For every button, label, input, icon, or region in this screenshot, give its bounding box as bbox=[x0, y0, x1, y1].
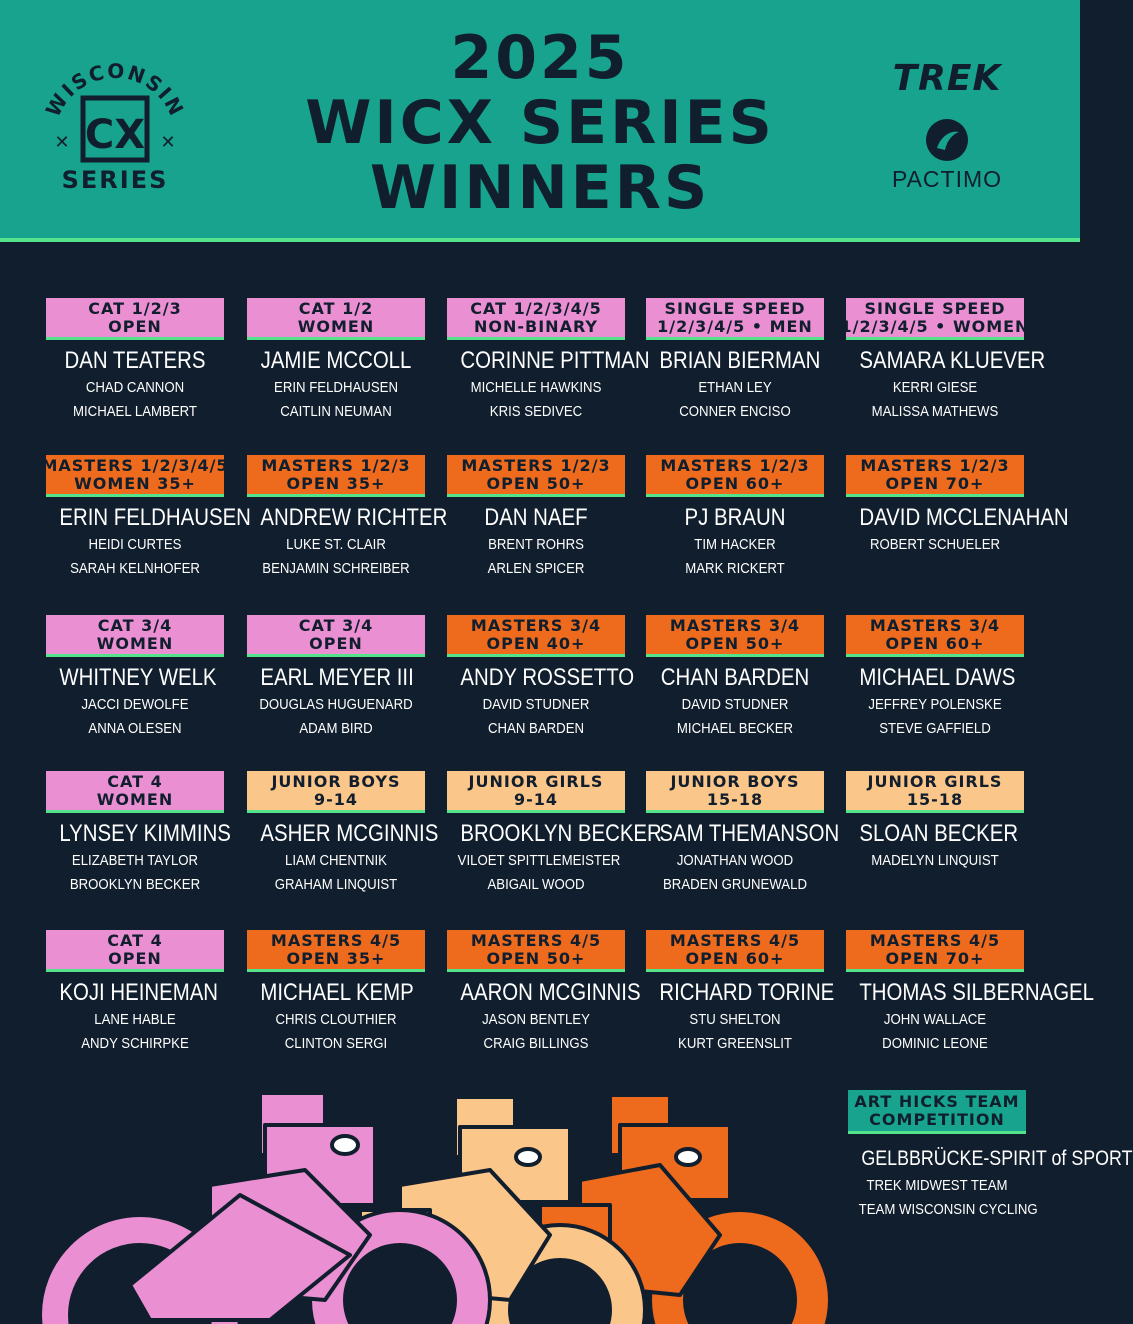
category-card bbox=[447, 455, 625, 581]
category-card bbox=[247, 298, 425, 424]
title-line-winners: WINNERS bbox=[369, 153, 711, 223]
category-label bbox=[247, 771, 425, 813]
trek-logo: TREK bbox=[892, 58, 1002, 99]
category-label bbox=[447, 298, 625, 340]
category-label-line: OPEN bbox=[108, 948, 162, 968]
svg-text:CX: CX bbox=[84, 112, 146, 158]
third-place-name: CRAIG BILLINGS bbox=[483, 1035, 589, 1052]
third-place-name: KURT GREENSLIT bbox=[678, 1035, 792, 1052]
category-card bbox=[846, 930, 1095, 1056]
header-divider bbox=[0, 238, 1080, 242]
category-label-line: CAT 1/2/3/4/5 bbox=[470, 298, 602, 318]
svg-text:SERIES: SERIES bbox=[61, 166, 169, 194]
category-label-line: NON-BINARY bbox=[474, 316, 598, 336]
second-place-name: STU SHELTON bbox=[689, 1011, 781, 1028]
winner-name: WHITNEY WELK bbox=[59, 664, 217, 691]
second-place-name: CHRIS CLOUTHIER bbox=[275, 1011, 397, 1028]
category-label-line: MASTERS 4/5 bbox=[270, 930, 402, 950]
category-label bbox=[846, 615, 1024, 657]
category-label bbox=[646, 930, 824, 972]
category-card bbox=[846, 615, 1024, 741]
second-place-name: HEIDI CURTES bbox=[88, 536, 182, 553]
third-place-name: KRIS SEDIVEC bbox=[489, 403, 583, 420]
category-card bbox=[447, 930, 641, 1056]
third-place-name: ANNA OLESEN bbox=[88, 720, 182, 737]
pactimo-icon bbox=[925, 118, 969, 162]
second-place-name: JASON BENTLEY bbox=[482, 1011, 590, 1028]
winner-name: DAVID MCCLENAHAN bbox=[859, 504, 1069, 531]
category-card bbox=[247, 930, 425, 1056]
third-place-name: CLINTON SERGI bbox=[284, 1035, 388, 1052]
category-card bbox=[247, 771, 439, 897]
category-label-line: WOMEN bbox=[96, 633, 174, 653]
category-label-line: MASTERS 3/4 bbox=[470, 615, 602, 635]
second-place-name: MICHELLE HAWKINS bbox=[470, 379, 602, 396]
category-label-line: MASTERS 1/2/3 bbox=[660, 455, 810, 475]
winner-name: ASHER MCGINNIS bbox=[260, 820, 439, 847]
team-competition bbox=[848, 1090, 1133, 1222]
category-label-line: CAT 3/4 bbox=[298, 615, 374, 635]
category-label bbox=[846, 771, 1024, 813]
category-label-line: JUNIOR GIRLS bbox=[468, 771, 604, 791]
second-place-name: DOUGLAS HUGUENARD bbox=[259, 696, 413, 713]
category-card bbox=[846, 455, 1069, 557]
winner-name: AARON MCGINNIS bbox=[460, 979, 641, 1006]
category-label-line: CAT 1/2 bbox=[298, 298, 374, 318]
category-label bbox=[247, 615, 425, 657]
second-place-name: ERIN FELDHAUSEN bbox=[274, 379, 398, 396]
team-third: TEAM WISCONSIN CYCLING bbox=[858, 1201, 1038, 1218]
category-label bbox=[247, 455, 425, 497]
second-place-name: JONATHAN WOOD bbox=[676, 852, 794, 869]
category-label-line: OPEN bbox=[108, 316, 162, 336]
category-label bbox=[46, 930, 224, 972]
category-label-line: SINGLE SPEED bbox=[864, 298, 1006, 318]
third-place-name: SARAH KELNHOFER bbox=[70, 560, 200, 577]
second-place-name: ROBERT SCHUELER bbox=[869, 536, 1001, 553]
category-label bbox=[447, 615, 625, 657]
third-place-name: CAITLIN NEUMAN bbox=[280, 403, 392, 420]
second-place-name: JACCI DEWOLFE bbox=[81, 696, 189, 713]
category-card bbox=[46, 298, 224, 424]
category-label-line: MASTERS 1/2/3 bbox=[261, 455, 411, 475]
category-card bbox=[846, 771, 1024, 873]
category-label-line: WOMEN bbox=[297, 316, 375, 336]
winner-name: MICHAEL KEMP bbox=[260, 979, 414, 1006]
wisconsin-cx-series-logo bbox=[40, 56, 190, 206]
category-label-line: OPEN 60+ bbox=[885, 633, 985, 653]
category-label-line: OPEN 50+ bbox=[486, 948, 586, 968]
page-title bbox=[230, 23, 850, 223]
category-label-line: 9-14 bbox=[313, 789, 359, 809]
third-place-name: BENJAMIN SCHREIBER bbox=[262, 560, 410, 577]
category-label-line: 15-18 bbox=[906, 789, 964, 809]
second-place-name: DAVID STUDNER bbox=[681, 696, 789, 713]
second-place-name: ETHAN LEY bbox=[698, 379, 772, 396]
svg-text:✕: ✕ bbox=[54, 132, 70, 153]
category-card bbox=[447, 615, 635, 741]
category-label bbox=[46, 298, 224, 340]
category-label-line: 1/2/3/4/5 • WOMEN bbox=[840, 316, 1030, 336]
category-card bbox=[41, 455, 251, 581]
category-label bbox=[846, 930, 1024, 972]
winner-name: PJ BRAUN bbox=[684, 504, 786, 531]
category-card bbox=[646, 930, 835, 1056]
team-competition-label: ART HICKS TEAM COMPETITION bbox=[848, 1090, 1026, 1134]
category-label-line: OPEN 70+ bbox=[885, 473, 985, 493]
category-card bbox=[247, 455, 448, 581]
second-place-name: MADELYN LINQUIST bbox=[871, 852, 999, 869]
category-label-line: SINGLE SPEED bbox=[664, 298, 806, 318]
third-place-name: MARK RICKERT bbox=[685, 560, 785, 577]
winner-name: SAMARA KLUEVER bbox=[859, 347, 1046, 374]
winner-name: SAM THEMANSON bbox=[659, 820, 840, 847]
winner-name: ANDY ROSSETTO bbox=[460, 664, 635, 691]
third-place-name: BRADEN GRUNEWALD bbox=[662, 876, 807, 893]
category-label bbox=[46, 771, 224, 813]
category-label-line: OPEN 35+ bbox=[286, 473, 386, 493]
title-line-series: WICX SERIES bbox=[305, 88, 775, 158]
category-label-line: JUNIOR BOYS bbox=[271, 771, 401, 791]
category-card bbox=[46, 771, 231, 897]
winner-name: BRIAN BIERMAN bbox=[659, 347, 821, 374]
category-label-line: WOMEN 35+ bbox=[74, 473, 196, 493]
category-label-line: OPEN 50+ bbox=[486, 473, 586, 493]
category-label-line: MASTERS 4/5 bbox=[470, 930, 602, 950]
third-place-name: BROOKLYN BECKER bbox=[69, 876, 201, 893]
team-second: TREK MIDWEST TEAM bbox=[866, 1177, 1008, 1194]
second-place-name: TIM HACKER bbox=[694, 536, 776, 553]
category-card bbox=[840, 298, 1046, 424]
category-label bbox=[447, 455, 625, 497]
third-place-name: ARLEN SPICER bbox=[487, 560, 585, 577]
category-label-line: WOMEN bbox=[96, 789, 174, 809]
second-place-name: KERRI GIESE bbox=[892, 379, 978, 396]
winner-name: KOJI HEINEMAN bbox=[59, 979, 219, 1006]
category-label-line: MASTERS 3/4 bbox=[669, 615, 801, 635]
category-card bbox=[646, 298, 824, 424]
second-place-name: CHAD CANNON bbox=[85, 379, 185, 396]
category-label bbox=[46, 615, 224, 657]
pactimo-logo: PACTIMO bbox=[891, 166, 1003, 192]
third-place-name: GRAHAM LINQUIST bbox=[274, 876, 398, 893]
category-label-line: OPEN bbox=[309, 633, 363, 653]
third-place-name: ANDY SCHIRPKE bbox=[81, 1035, 189, 1052]
category-label bbox=[646, 615, 824, 657]
category-label-line: JUNIOR GIRLS bbox=[867, 771, 1003, 791]
category-card bbox=[46, 930, 224, 1056]
third-place-name: ABIGAIL WOOD bbox=[487, 876, 585, 893]
second-place-name: LUKE ST. CLAIR bbox=[286, 536, 386, 553]
category-label-line: OPEN 40+ bbox=[486, 633, 586, 653]
category-label bbox=[247, 930, 425, 972]
category-label-line: CAT 4 bbox=[107, 930, 163, 950]
category-card bbox=[247, 615, 425, 741]
category-label-line: JUNIOR BOYS bbox=[670, 771, 800, 791]
winner-name: JAMIE MCCOLL bbox=[260, 347, 412, 374]
winner-name: CHAN BARDEN bbox=[660, 664, 810, 691]
category-label bbox=[247, 298, 425, 340]
category-label-line: MASTERS 1/2/3 bbox=[860, 455, 1010, 475]
category-card bbox=[447, 771, 662, 897]
second-place-name: JOHN WALLACE bbox=[883, 1011, 987, 1028]
category-label-line: 1/2/3/4/5 • MEN bbox=[657, 316, 813, 336]
category-label-line: OPEN 50+ bbox=[685, 633, 785, 653]
winner-name: LYNSEY KIMMINS bbox=[59, 820, 231, 847]
winner-name: SLOAN BECKER bbox=[859, 820, 1019, 847]
category-label-line: CAT 1/2/3 bbox=[88, 298, 182, 318]
category-label bbox=[41, 455, 229, 497]
category-label bbox=[447, 771, 625, 813]
category-label-line: MASTERS 4/5 bbox=[869, 930, 1001, 950]
category-label-line: MASTERS 1/2/3/4/5 bbox=[41, 455, 229, 475]
winner-name: CORINNE PITTMAN bbox=[460, 347, 650, 374]
category-label-line: 15-18 bbox=[706, 789, 764, 809]
second-place-name: DAVID STUDNER bbox=[482, 696, 590, 713]
winner-name: DAN TEATERS bbox=[64, 347, 206, 374]
category-card bbox=[646, 455, 824, 581]
winner-name: DAN NAEF bbox=[484, 504, 588, 531]
category-label-line: OPEN 35+ bbox=[286, 948, 386, 968]
category-label-line: MASTERS 3/4 bbox=[869, 615, 1001, 635]
second-place-name: ELIZABETH TAYLOR bbox=[71, 852, 199, 869]
third-place-name: DOMINIC LEONE bbox=[882, 1035, 988, 1052]
third-place-name: ADAM BIRD bbox=[299, 720, 373, 737]
category-label-line: OPEN 60+ bbox=[685, 948, 785, 968]
category-label bbox=[447, 930, 625, 972]
winner-name: BROOKLYN BECKER bbox=[460, 820, 662, 847]
category-card bbox=[646, 615, 824, 741]
third-place-name: CONNER ENCISO bbox=[679, 403, 791, 420]
winner-name: ANDREW RICHTER bbox=[260, 504, 448, 531]
category-card bbox=[46, 615, 224, 741]
second-place-name: VILOET SPITTLEMEISTER bbox=[457, 852, 621, 869]
cyclists-illustration bbox=[20, 1085, 860, 1320]
category-label-line: MASTERS 4/5 bbox=[669, 930, 801, 950]
second-place-name: JEFFREY POLENSKE bbox=[868, 696, 1002, 713]
category-label-line: CAT 3/4 bbox=[97, 615, 173, 635]
category-label-line: 9-14 bbox=[513, 789, 559, 809]
category-label-line: OPEN 60+ bbox=[685, 473, 785, 493]
second-place-name: LIAM CHENTNIK bbox=[285, 852, 387, 869]
winner-name: THOMAS SILBERNAGEL bbox=[859, 979, 1095, 1006]
title-line-year: 2025 bbox=[450, 23, 630, 93]
category-card bbox=[646, 771, 840, 897]
category-label-line: CAT 4 bbox=[107, 771, 163, 791]
third-place-name: MICHAEL BECKER bbox=[676, 720, 794, 737]
third-place-name: MICHAEL LAMBERT bbox=[73, 403, 197, 420]
winner-name: ERIN FELDHAUSEN bbox=[59, 504, 251, 531]
svg-text:WISCONSIN: WISCONSIN bbox=[40, 58, 190, 121]
category-label bbox=[840, 298, 1030, 340]
third-place-name: STEVE GAFFIELD bbox=[879, 720, 991, 737]
second-place-name: BRENT ROHRS bbox=[488, 536, 584, 553]
category-label bbox=[846, 455, 1024, 497]
winner-name: MICHAEL DAWS bbox=[859, 664, 1016, 691]
winner-name: RICHARD TORINE bbox=[659, 979, 835, 1006]
team-winner: GELBBRÜCKE-SPIRIT of SPORT bbox=[861, 1147, 1133, 1170]
category-label bbox=[646, 455, 824, 497]
category-label-line: OPEN 70+ bbox=[885, 948, 985, 968]
second-place-name: LANE HABLE bbox=[94, 1011, 176, 1028]
svg-text:✕: ✕ bbox=[160, 132, 176, 153]
category-label bbox=[646, 771, 824, 813]
category-label bbox=[646, 298, 824, 340]
winner-name: EARL MEYER III bbox=[260, 664, 414, 691]
third-place-name: CHAN BARDEN bbox=[487, 720, 585, 737]
category-label-line: MASTERS 1/2/3 bbox=[461, 455, 611, 475]
third-place-name: MALISSA MATHEWS bbox=[871, 403, 999, 420]
category-card bbox=[447, 298, 650, 424]
